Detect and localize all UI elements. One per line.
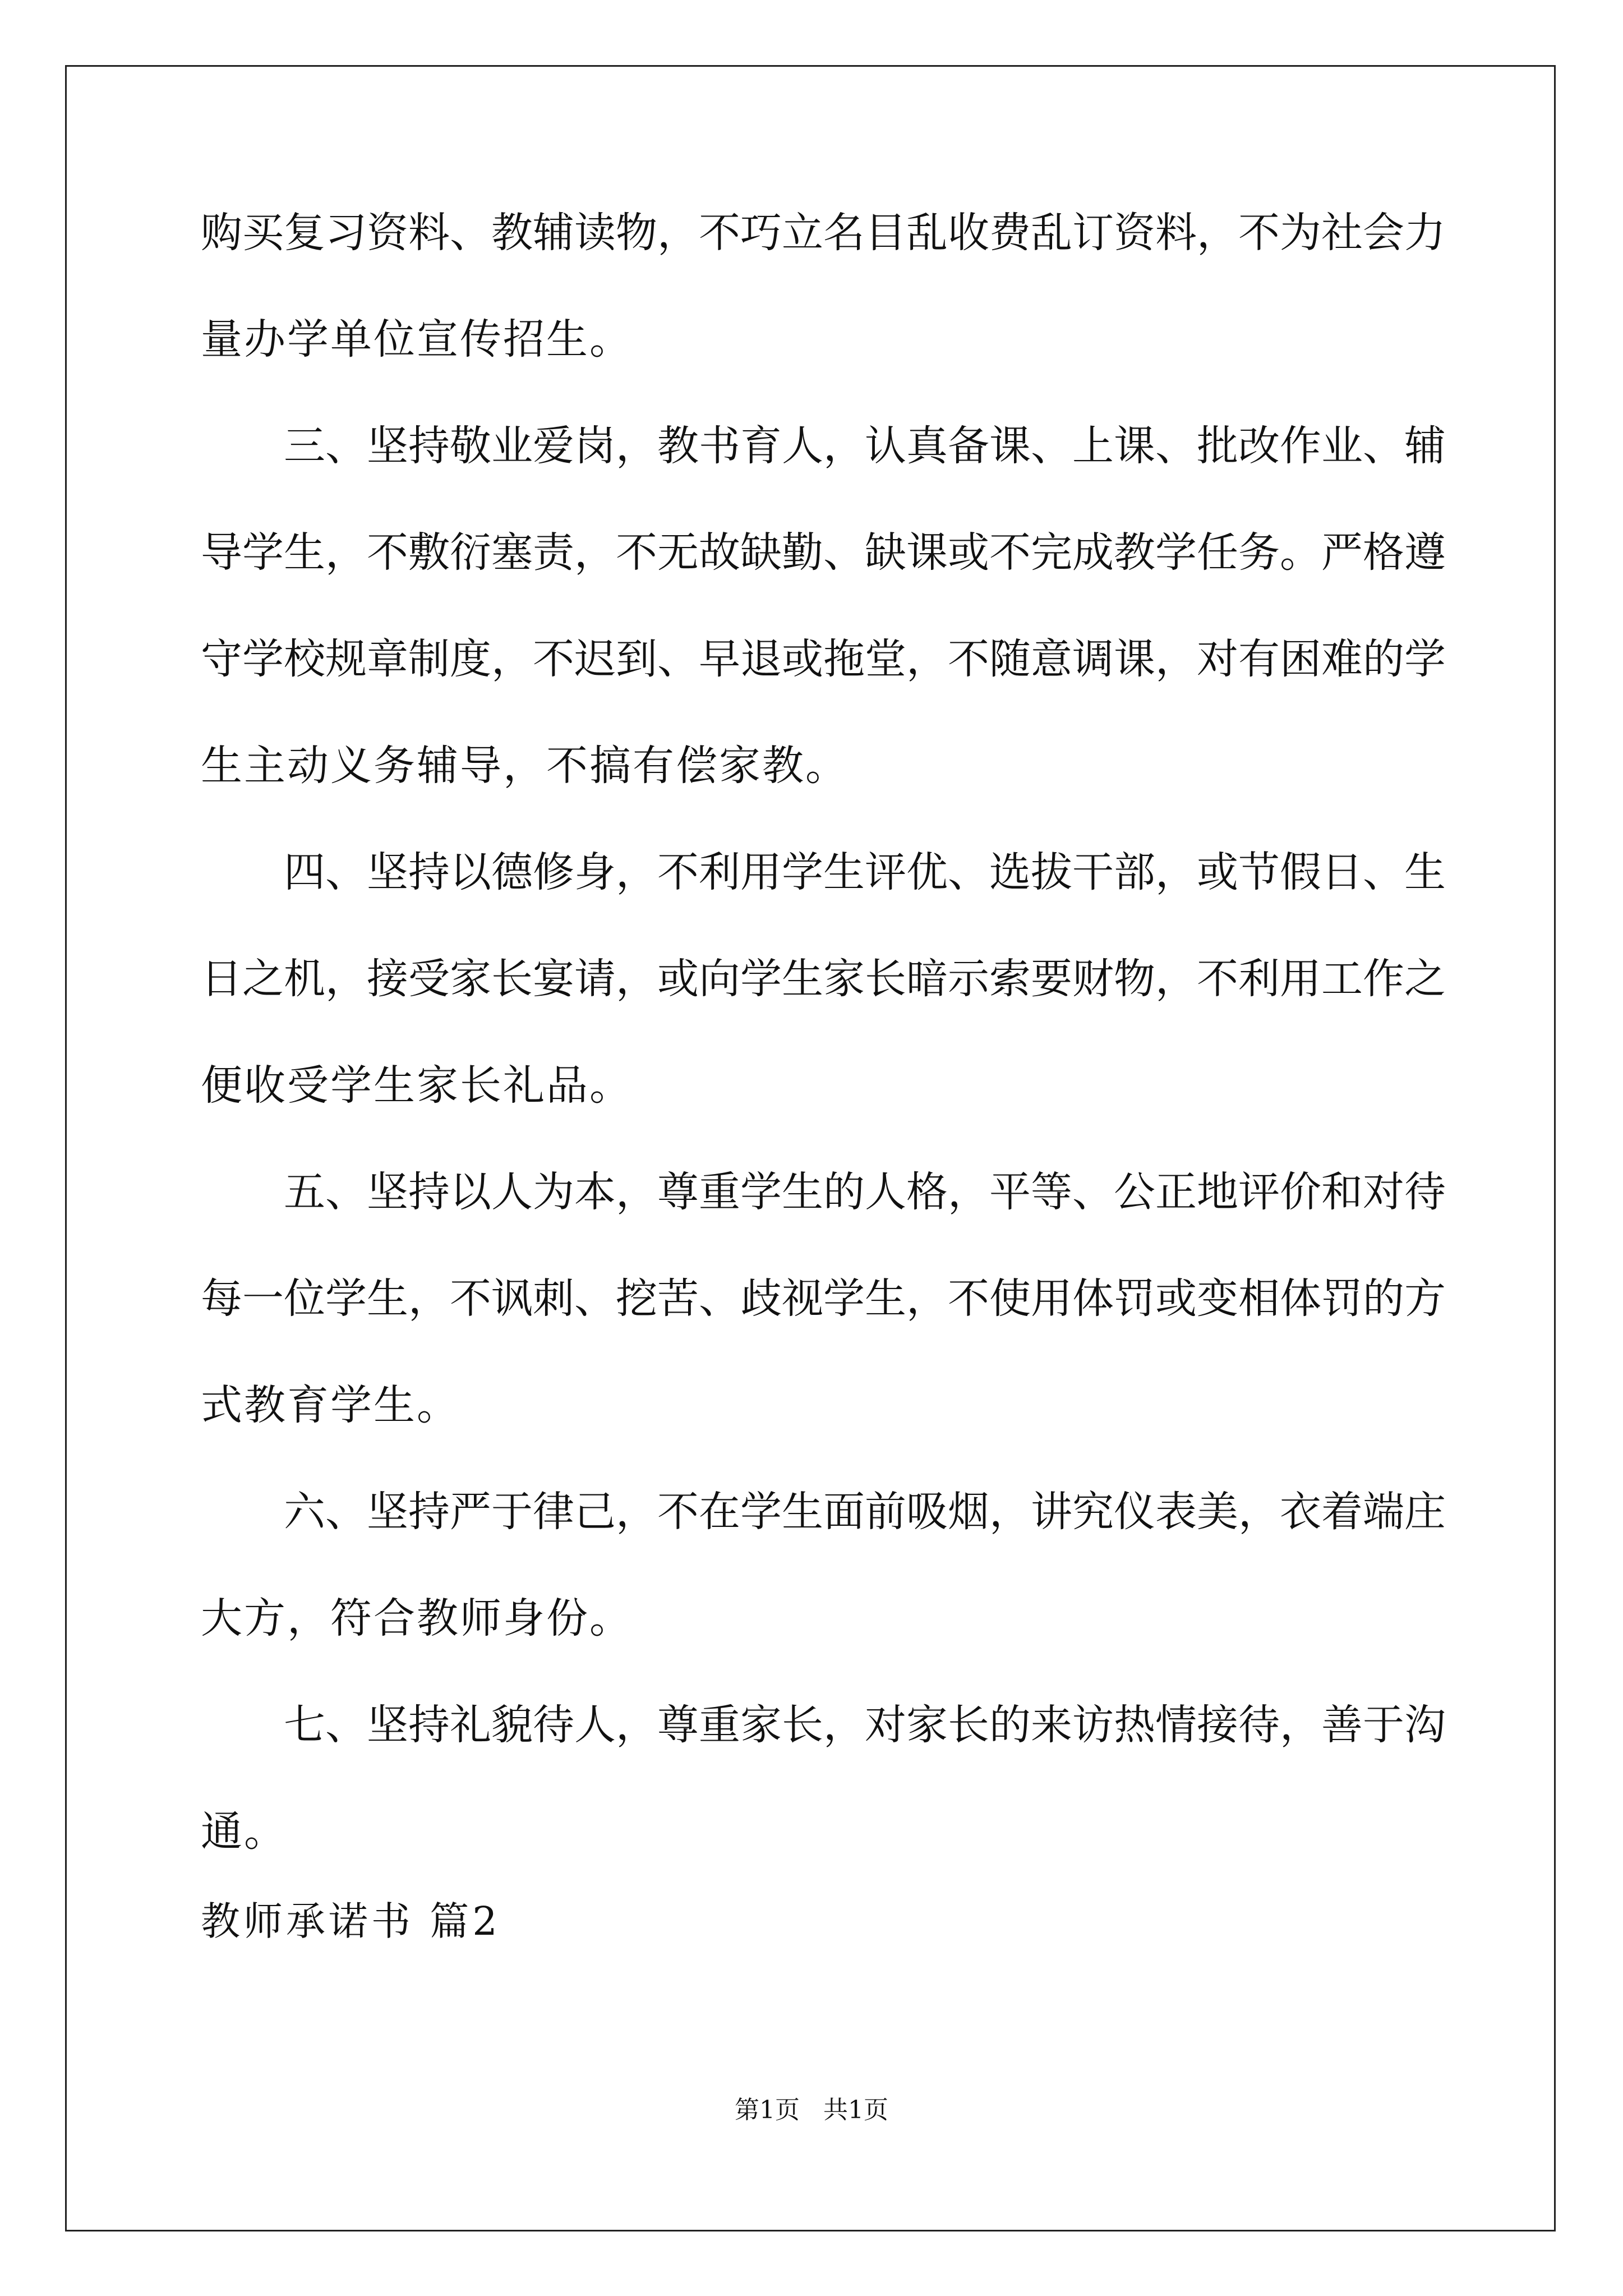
paragraph-line: 生主动义务辅导，不搞有偿家教。 bbox=[201, 742, 849, 790]
paragraph-line: 便收受学生家长礼品。 bbox=[201, 1061, 633, 1110]
paragraph-line: 日之机，接受家长宴请，或向学生家长暗示索要财物，不利用工作之 bbox=[201, 955, 1446, 1003]
section-heading: 教师承诺书 篇2 bbox=[201, 1898, 501, 1944]
paragraph-line: 七、坚持礼貌待人，尊重家长，对家长的来访热情接待，善于沟 bbox=[284, 1701, 1446, 1749]
paragraph-line: 守学校规章制度，不迟到、早退或拖堂，不随意调课，对有困难的学 bbox=[201, 635, 1446, 683]
paragraph-line: 购买复习资料、教辅读物，不巧立名目乱收费乱订资料，不为社会力 bbox=[201, 209, 1446, 257]
paragraph-line: 通。 bbox=[201, 1807, 287, 1856]
paragraph-line: 六、坚持严于律己，不在学生面前吸烟，讲究仪表美，衣着端庄 bbox=[284, 1488, 1446, 1536]
paragraph-line: 三、坚持敬业爱岗，教书育人，认真备课、上课、批改作业、辅 bbox=[284, 422, 1446, 470]
paragraph-line: 式教育学生。 bbox=[201, 1381, 460, 1429]
paragraph-line: 大方，符合教师身份。 bbox=[201, 1594, 633, 1642]
paragraph-line: 四、坚持以德修身，不利用学生评优、选拔干部，或节假日、生 bbox=[284, 848, 1446, 896]
page-footer: 第1页 共1页 bbox=[735, 2096, 888, 2124]
paragraph-line: 导学生，不敷衍塞责，不无故缺勤、缺课或不完成教学任务。严格遵 bbox=[201, 528, 1446, 577]
paragraph-line: 每一位学生，不讽刺、挖苦、歧视学生，不使用体罚或变相体罚的方 bbox=[201, 1274, 1446, 1323]
paragraph-line: 量办学单位宣传招生。 bbox=[201, 315, 633, 364]
paragraph-line: 五、坚持以人为本，尊重学生的人格，平等、公正地评价和对待 bbox=[284, 1168, 1446, 1216]
